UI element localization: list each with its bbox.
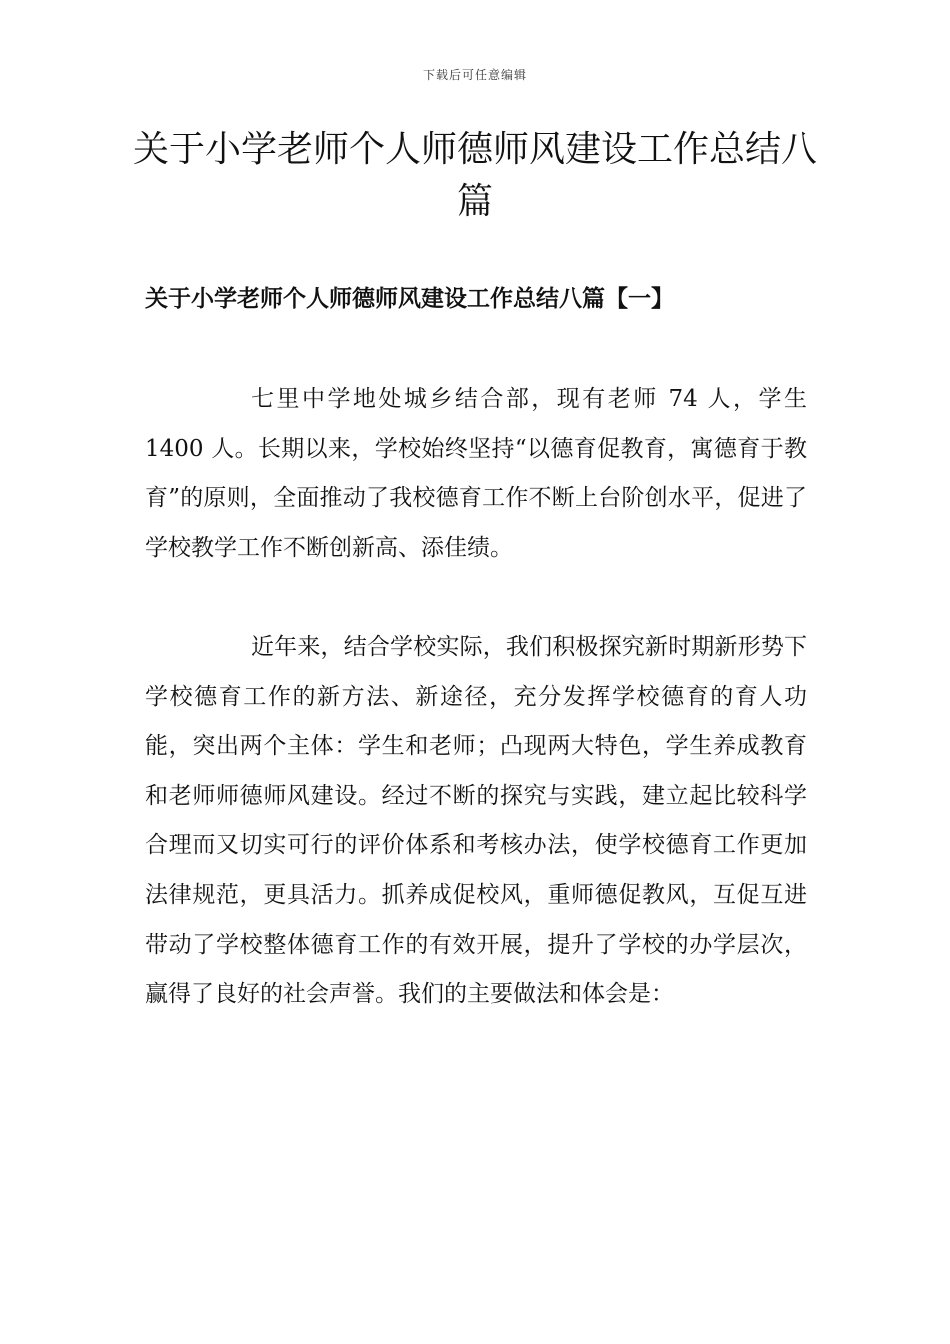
section-heading: 关于小学老师个人师德师风建设工作总结八篇【一】 xyxy=(145,285,674,312)
body-paragraph-2: 近年来，结合学校实际，我们积极探究新时期新形势下学校德育工作的新方法、新途径，充分发挥学校德育的育人功能，突出两个主体：学生和老师；凸现两大特色，学生养成教育和老师师德师风建设。经过不断的探究与实践，建立起比较科学合理而又切实可行的评价体系和考核办法，使学校德育工作更加法律规范，更具活力。抓养成促校风，重师德促教风，互促互进带动了学校整体德育工作的有效开展，提升了学校的办学层次，赢得了良好的社会声誉。我们的主要做法和体会是： xyxy=(145,634,807,1008)
document-title: 关于小学老师个人师德师风建设工作总结八篇 xyxy=(132,129,817,222)
body-paragraph-1: 七里中学地处城乡结合部，现有老师 74 人，学生 1400 人。长期以来，学校始终坚持“以德育促教育，寓德育于教育”的原则，全面推动了我校德育工作不断上台阶创水平，促进了学校教学工作不断创新高、添佳绩。 xyxy=(145,386,807,561)
header-note: 下载后可任意编辑 xyxy=(422,68,527,82)
